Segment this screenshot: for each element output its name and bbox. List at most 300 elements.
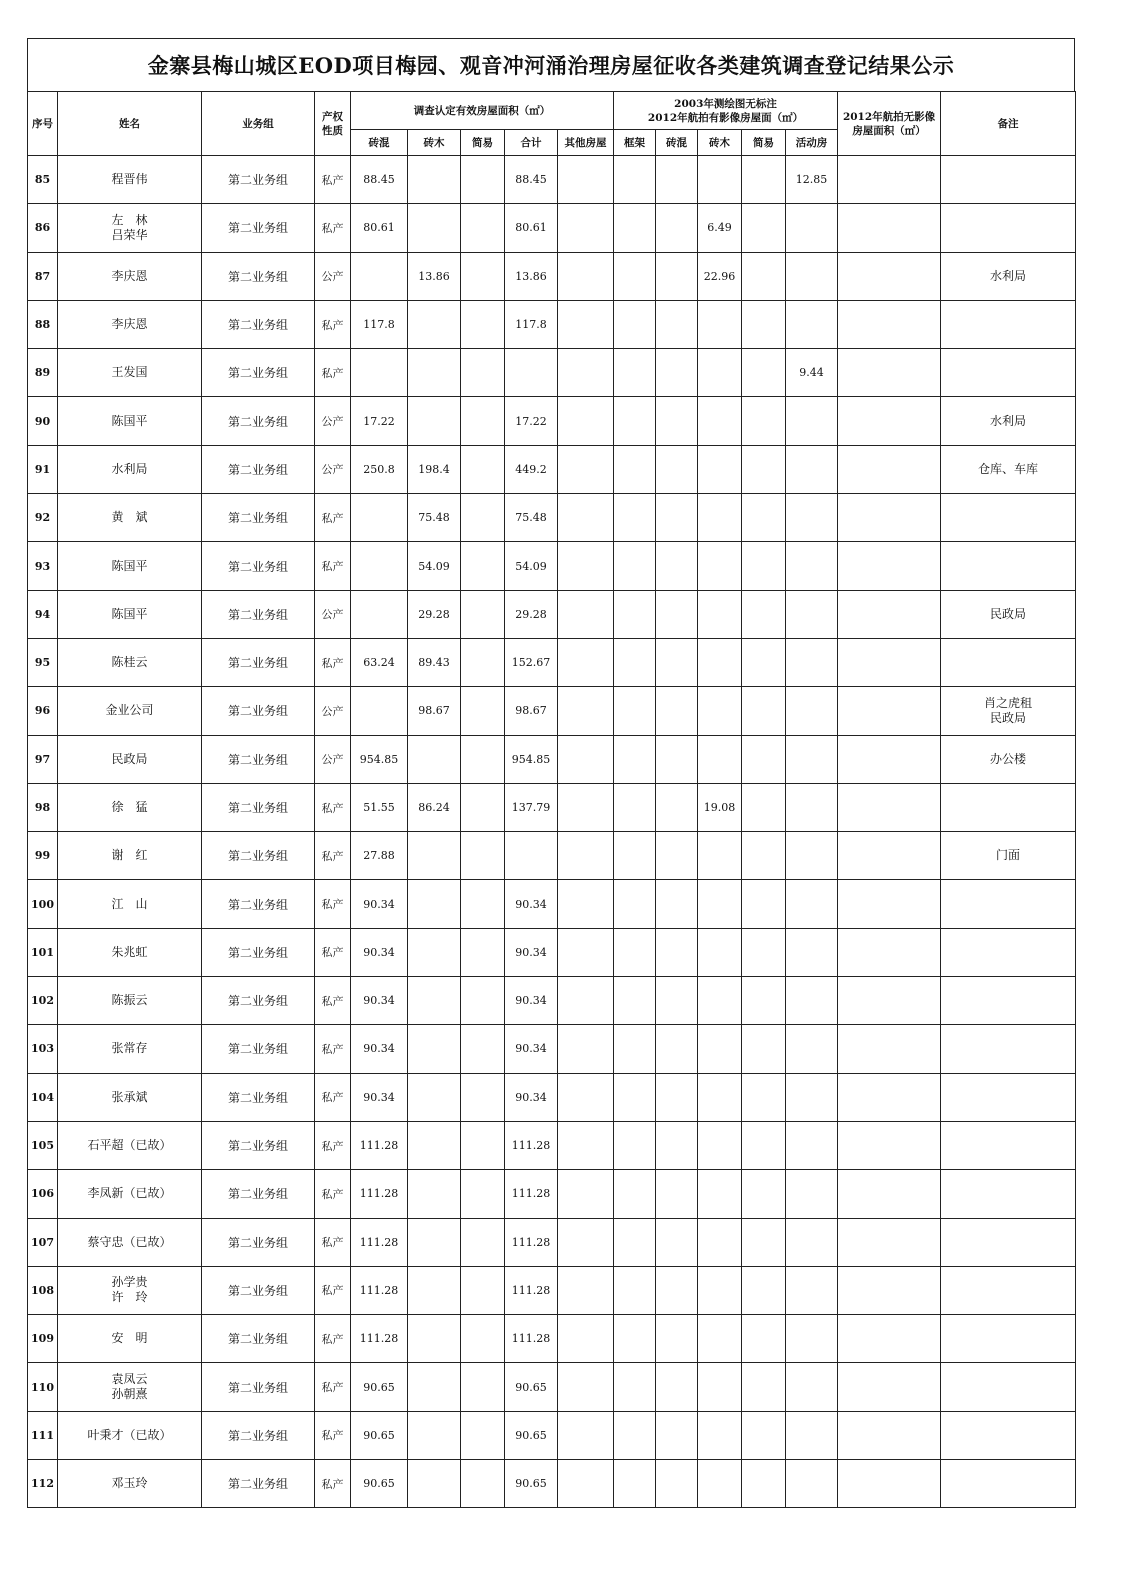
cell-survey-total: 111.28 bbox=[505, 1218, 558, 1266]
cell-survey-zh bbox=[351, 252, 408, 300]
cell-map-zh bbox=[656, 638, 698, 686]
cell-ownership: 公产 bbox=[315, 397, 351, 445]
cell-survey-zm bbox=[408, 1363, 461, 1411]
cell-name bbox=[58, 1073, 202, 1121]
cell-map-zh bbox=[656, 494, 698, 542]
cell-remark-line: 民政局 bbox=[990, 710, 1027, 725]
cell-map-zh bbox=[656, 928, 698, 976]
cell-survey-total: 111.28 bbox=[505, 1170, 558, 1218]
cell-group: 第二业务组 bbox=[202, 783, 315, 831]
cell-map-kj bbox=[614, 1460, 656, 1508]
table-header bbox=[28, 92, 1076, 156]
cell-survey-zh: 111.28 bbox=[351, 1218, 408, 1266]
cell-map-zh bbox=[656, 1411, 698, 1459]
cell-remark bbox=[941, 1218, 1076, 1266]
cell-name bbox=[58, 832, 202, 880]
header-survey-col: 合计 bbox=[505, 130, 558, 156]
cell-name-line: 程晋伟 bbox=[111, 172, 148, 187]
cell-map-hd bbox=[786, 1170, 838, 1218]
cell-survey-zh: 90.34 bbox=[351, 1073, 408, 1121]
cell-survey-zm bbox=[408, 1460, 461, 1508]
table-row bbox=[28, 1025, 1076, 1073]
cell-map-hd bbox=[786, 1218, 838, 1266]
cell-ownership: 私产 bbox=[315, 977, 351, 1025]
cell-no-image bbox=[838, 1460, 941, 1508]
cell-survey-total: 117.8 bbox=[505, 300, 558, 348]
cell-map-hd bbox=[786, 1363, 838, 1411]
cell-remark bbox=[941, 638, 1076, 686]
cell-map-zh bbox=[656, 300, 698, 348]
cell-survey-zm bbox=[408, 156, 461, 204]
table-row bbox=[28, 494, 1076, 542]
cell-map-zm bbox=[698, 542, 742, 590]
cell-survey-total: 17.22 bbox=[505, 397, 558, 445]
cell-ownership: 私产 bbox=[315, 542, 351, 590]
cell-remark bbox=[941, 928, 1076, 976]
cell-survey-zm bbox=[408, 300, 461, 348]
cell-name bbox=[58, 204, 202, 252]
cell-map-jy bbox=[742, 445, 786, 493]
table-row bbox=[28, 832, 1076, 880]
cell-no-image bbox=[838, 156, 941, 204]
cell-remark bbox=[941, 1460, 1076, 1508]
cell-map-zm: 6.49 bbox=[698, 204, 742, 252]
cell-survey-total: 13.86 bbox=[505, 252, 558, 300]
cell-no-image bbox=[838, 252, 941, 300]
page-title: 金寨县梅山城区EOD项目梅园、观音冲河涌治理房屋征收各类建筑调查登记结果公示 bbox=[147, 53, 955, 78]
cell-map-jy bbox=[742, 1460, 786, 1508]
cell-survey-jy bbox=[461, 1315, 505, 1363]
cell-group: 第二业务组 bbox=[202, 1266, 315, 1314]
cell-no-image bbox=[838, 1170, 941, 1218]
cell-map-kj bbox=[614, 1025, 656, 1073]
cell-survey-jy bbox=[461, 1170, 505, 1218]
cell-remark bbox=[941, 542, 1076, 590]
cell-survey-zm: 75.48 bbox=[408, 494, 461, 542]
cell-name bbox=[58, 1025, 202, 1073]
header-survey-col: 简易 bbox=[461, 130, 505, 156]
cell-group: 第二业务组 bbox=[202, 928, 315, 976]
cell-name bbox=[58, 156, 202, 204]
cell-survey-zm: 13.86 bbox=[408, 252, 461, 300]
cell-survey-zm: 86.24 bbox=[408, 783, 461, 831]
cell-survey-jy bbox=[461, 1218, 505, 1266]
cell-survey-jy bbox=[461, 1073, 505, 1121]
cell-name-line: 陈国平 bbox=[111, 558, 148, 573]
cell-map-zh bbox=[656, 156, 698, 204]
cell-group: 第二业务组 bbox=[202, 300, 315, 348]
cell-survey-other bbox=[558, 397, 614, 445]
cell-map-jy bbox=[742, 1218, 786, 1266]
cell-seq: 93 bbox=[28, 542, 58, 590]
table-row bbox=[28, 590, 1076, 638]
cell-name bbox=[58, 880, 202, 928]
cell-survey-other bbox=[558, 687, 614, 735]
cell-survey-jy bbox=[461, 494, 505, 542]
cell-map-kj bbox=[614, 880, 656, 928]
table-row bbox=[28, 1315, 1076, 1363]
cell-map-zm bbox=[698, 977, 742, 1025]
cell-map-hd bbox=[786, 542, 838, 590]
cell-group: 第二业务组 bbox=[202, 1121, 315, 1169]
cell-map-hd bbox=[786, 1025, 838, 1073]
cell-survey-zh: 90.34 bbox=[351, 977, 408, 1025]
cell-survey-zh bbox=[351, 494, 408, 542]
header-no-image bbox=[838, 92, 941, 156]
cell-seq: 98 bbox=[28, 783, 58, 831]
cell-survey-zh: 111.28 bbox=[351, 1266, 408, 1314]
cell-map-zm bbox=[698, 687, 742, 735]
cell-survey-jy bbox=[461, 445, 505, 493]
cell-group: 第二业务组 bbox=[202, 1073, 315, 1121]
cell-survey-total: 90.34 bbox=[505, 928, 558, 976]
header-map-group bbox=[614, 92, 838, 130]
cell-map-hd bbox=[786, 977, 838, 1025]
cell-ownership: 私产 bbox=[315, 1363, 351, 1411]
cell-no-image bbox=[838, 832, 941, 880]
cell-no-image bbox=[838, 1121, 941, 1169]
cell-seq: 108 bbox=[28, 1266, 58, 1314]
cell-seq: 85 bbox=[28, 156, 58, 204]
survey-table bbox=[27, 91, 1076, 1508]
cell-remark bbox=[941, 1363, 1076, 1411]
cell-seq: 90 bbox=[28, 397, 58, 445]
cell-map-kj bbox=[614, 1073, 656, 1121]
cell-map-zh bbox=[656, 1170, 698, 1218]
cell-survey-zh: 117.8 bbox=[351, 300, 408, 348]
cell-map-zm bbox=[698, 1266, 742, 1314]
cell-survey-jy bbox=[461, 638, 505, 686]
cell-name-line: 蔡守忠（已故） bbox=[87, 1234, 172, 1249]
cell-name-line: 邓玉玲 bbox=[111, 1476, 148, 1491]
cell-name-line: 李庆恩 bbox=[111, 268, 148, 283]
cell-map-hd bbox=[786, 300, 838, 348]
cell-map-jy bbox=[742, 494, 786, 542]
cell-survey-other bbox=[558, 300, 614, 348]
cell-no-image bbox=[838, 445, 941, 493]
cell-name-line: 金业公司 bbox=[105, 703, 154, 718]
cell-map-kj bbox=[614, 928, 656, 976]
cell-survey-zh: 88.45 bbox=[351, 156, 408, 204]
cell-name-line: 吕荣华 bbox=[111, 227, 148, 242]
cell-survey-other bbox=[558, 590, 614, 638]
cell-group: 第二业务组 bbox=[202, 590, 315, 638]
cell-no-image bbox=[838, 1363, 941, 1411]
cell-map-jy bbox=[742, 1073, 786, 1121]
cell-survey-jy bbox=[461, 397, 505, 445]
cell-name bbox=[58, 977, 202, 1025]
table-row bbox=[28, 300, 1076, 348]
cell-name-line: 张承斌 bbox=[111, 1089, 148, 1104]
cell-name bbox=[58, 1363, 202, 1411]
cell-map-jy bbox=[742, 397, 786, 445]
cell-map-hd bbox=[786, 252, 838, 300]
cell-survey-zh: 90.65 bbox=[351, 1411, 408, 1459]
cell-ownership: 私产 bbox=[315, 1025, 351, 1073]
header-map-col: 活动房 bbox=[786, 130, 838, 156]
cell-name-line: 陈桂云 bbox=[111, 655, 148, 670]
cell-name-line: 李凤新（已故） bbox=[87, 1186, 172, 1201]
cell-ownership: 私产 bbox=[315, 1218, 351, 1266]
cell-map-zm bbox=[698, 832, 742, 880]
cell-survey-total: 98.67 bbox=[505, 687, 558, 735]
cell-remark bbox=[941, 832, 1076, 880]
table-row bbox=[28, 156, 1076, 204]
cell-map-jy bbox=[742, 928, 786, 976]
header-seq: 序号 bbox=[28, 92, 58, 156]
cell-survey-other bbox=[558, 1363, 614, 1411]
cell-map-zh bbox=[656, 397, 698, 445]
cell-map-kj bbox=[614, 1218, 656, 1266]
cell-name-line: 水利局 bbox=[111, 461, 148, 476]
cell-survey-jy bbox=[461, 156, 505, 204]
cell-name-line: 叶秉才（已故） bbox=[87, 1427, 172, 1442]
cell-seq: 112 bbox=[28, 1460, 58, 1508]
cell-survey-jy bbox=[461, 687, 505, 735]
cell-group: 第二业务组 bbox=[202, 1025, 315, 1073]
cell-map-zm bbox=[698, 928, 742, 976]
cell-survey-zm bbox=[408, 1411, 461, 1459]
cell-map-zh bbox=[656, 832, 698, 880]
cell-name bbox=[58, 590, 202, 638]
cell-map-zh bbox=[656, 590, 698, 638]
cell-survey-jy bbox=[461, 1411, 505, 1459]
cell-group: 第二业务组 bbox=[202, 687, 315, 735]
cell-group: 第二业务组 bbox=[202, 735, 315, 783]
cell-survey-zh: 111.28 bbox=[351, 1315, 408, 1363]
cell-map-kj bbox=[614, 783, 656, 831]
cell-survey-total: 111.28 bbox=[505, 1315, 558, 1363]
cell-name-line: 孙朝熹 bbox=[111, 1387, 148, 1402]
cell-map-kj bbox=[614, 1315, 656, 1363]
cell-map-jy bbox=[742, 1411, 786, 1459]
cell-survey-total: 54.09 bbox=[505, 542, 558, 590]
table-row bbox=[28, 1218, 1076, 1266]
cell-name bbox=[58, 494, 202, 542]
cell-map-kj bbox=[614, 1411, 656, 1459]
cell-seq: 100 bbox=[28, 880, 58, 928]
cell-survey-zh: 250.8 bbox=[351, 445, 408, 493]
table-row bbox=[28, 687, 1076, 735]
cell-map-jy bbox=[742, 156, 786, 204]
cell-no-image bbox=[838, 494, 941, 542]
cell-map-zh bbox=[656, 1363, 698, 1411]
cell-survey-jy bbox=[461, 880, 505, 928]
cell-group: 第二业务组 bbox=[202, 1411, 315, 1459]
cell-group: 第二业务组 bbox=[202, 494, 315, 542]
cell-remark-line: 水利局 bbox=[990, 268, 1027, 283]
cell-map-jy bbox=[742, 735, 786, 783]
cell-remark bbox=[941, 590, 1076, 638]
cell-map-kj bbox=[614, 1170, 656, 1218]
cell-map-jy bbox=[742, 638, 786, 686]
cell-map-kj bbox=[614, 300, 656, 348]
cell-map-zh bbox=[656, 977, 698, 1025]
cell-map-zm bbox=[698, 735, 742, 783]
cell-survey-other bbox=[558, 783, 614, 831]
cell-survey-zm bbox=[408, 1073, 461, 1121]
table-row bbox=[28, 1170, 1076, 1218]
cell-remark-line: 民政局 bbox=[990, 606, 1027, 621]
table-row bbox=[28, 349, 1076, 397]
cell-group: 第二业务组 bbox=[202, 1460, 315, 1508]
table-row bbox=[28, 397, 1076, 445]
cell-survey-jy bbox=[461, 1266, 505, 1314]
cell-no-image bbox=[838, 204, 941, 252]
cell-survey-zm: 54.09 bbox=[408, 542, 461, 590]
cell-map-kj bbox=[614, 494, 656, 542]
cell-survey-total: 137.79 bbox=[505, 783, 558, 831]
table-row bbox=[28, 735, 1076, 783]
cell-name-line: 民政局 bbox=[111, 751, 148, 766]
cell-survey-other bbox=[558, 977, 614, 1025]
cell-survey-total: 88.45 bbox=[505, 156, 558, 204]
cell-group: 第二业务组 bbox=[202, 638, 315, 686]
cell-no-image bbox=[838, 735, 941, 783]
cell-map-jy bbox=[742, 542, 786, 590]
cell-seq: 106 bbox=[28, 1170, 58, 1218]
cell-survey-other bbox=[558, 494, 614, 542]
cell-ownership: 私产 bbox=[315, 156, 351, 204]
cell-remark bbox=[941, 1170, 1076, 1218]
cell-seq: 103 bbox=[28, 1025, 58, 1073]
cell-name bbox=[58, 1218, 202, 1266]
cell-survey-zm bbox=[408, 1266, 461, 1314]
cell-map-kj bbox=[614, 1266, 656, 1314]
cell-map-kj bbox=[614, 445, 656, 493]
cell-survey-zm: 89.43 bbox=[408, 638, 461, 686]
cell-map-zh bbox=[656, 783, 698, 831]
cell-survey-other bbox=[558, 349, 614, 397]
cell-survey-zm bbox=[408, 1315, 461, 1363]
cell-map-jy bbox=[742, 1121, 786, 1169]
cell-survey-other bbox=[558, 204, 614, 252]
cell-map-zh bbox=[656, 445, 698, 493]
cell-map-jy bbox=[742, 783, 786, 831]
cell-survey-total: 90.65 bbox=[505, 1460, 558, 1508]
cell-remark bbox=[941, 687, 1076, 735]
cell-map-zh bbox=[656, 542, 698, 590]
cell-seq: 86 bbox=[28, 204, 58, 252]
cell-name bbox=[58, 1266, 202, 1314]
cell-survey-zm: 98.67 bbox=[408, 687, 461, 735]
cell-name-line: 王发国 bbox=[111, 365, 148, 380]
cell-survey-jy bbox=[461, 1363, 505, 1411]
header-no-image-line: 房屋面积（㎡） bbox=[852, 124, 926, 137]
cell-map-zm bbox=[698, 590, 742, 638]
cell-survey-total bbox=[505, 832, 558, 880]
cell-name-line: 安 明 bbox=[111, 1331, 148, 1346]
cell-group: 第二业务组 bbox=[202, 977, 315, 1025]
cell-map-hd bbox=[786, 590, 838, 638]
cell-map-hd bbox=[786, 204, 838, 252]
cell-survey-zh bbox=[351, 542, 408, 590]
cell-name-line: 谢 红 bbox=[111, 848, 148, 863]
cell-ownership: 私产 bbox=[315, 638, 351, 686]
cell-survey-other bbox=[558, 1460, 614, 1508]
cell-map-zm bbox=[698, 1218, 742, 1266]
cell-seq: 92 bbox=[28, 494, 58, 542]
cell-survey-zh: 63.24 bbox=[351, 638, 408, 686]
cell-name bbox=[58, 687, 202, 735]
cell-map-zm bbox=[698, 300, 742, 348]
cell-survey-jy bbox=[461, 977, 505, 1025]
cell-survey-zh bbox=[351, 590, 408, 638]
title-box bbox=[27, 38, 1075, 91]
cell-ownership: 私产 bbox=[315, 1073, 351, 1121]
cell-name-line: 孙学贵 bbox=[111, 1275, 148, 1290]
cell-survey-zh: 111.28 bbox=[351, 1121, 408, 1169]
cell-group: 第二业务组 bbox=[202, 397, 315, 445]
cell-survey-other bbox=[558, 156, 614, 204]
cell-survey-other bbox=[558, 1266, 614, 1314]
cell-remark-line: 门面 bbox=[996, 848, 1021, 863]
cell-survey-jy bbox=[461, 1121, 505, 1169]
cell-name bbox=[58, 349, 202, 397]
cell-map-hd bbox=[786, 880, 838, 928]
cell-remark bbox=[941, 1025, 1076, 1073]
cell-map-zm bbox=[698, 1315, 742, 1363]
cell-name bbox=[58, 1411, 202, 1459]
cell-ownership: 私产 bbox=[315, 880, 351, 928]
cell-map-hd bbox=[786, 832, 838, 880]
table-row bbox=[28, 1363, 1076, 1411]
cell-seq: 107 bbox=[28, 1218, 58, 1266]
cell-name bbox=[58, 397, 202, 445]
table-row bbox=[28, 783, 1076, 831]
cell-map-zh bbox=[656, 1460, 698, 1508]
cell-name-line: 陈振云 bbox=[111, 993, 148, 1008]
cell-seq: 109 bbox=[28, 1315, 58, 1363]
cell-map-hd bbox=[786, 1315, 838, 1363]
cell-map-jy bbox=[742, 300, 786, 348]
cell-seq: 97 bbox=[28, 735, 58, 783]
cell-name-line: 袁凤云 bbox=[111, 1372, 148, 1387]
cell-seq: 91 bbox=[28, 445, 58, 493]
cell-map-zh bbox=[656, 349, 698, 397]
cell-group: 第二业务组 bbox=[202, 880, 315, 928]
cell-seq: 102 bbox=[28, 977, 58, 1025]
cell-survey-zh: 111.28 bbox=[351, 1170, 408, 1218]
cell-survey-zm bbox=[408, 1218, 461, 1266]
table-row bbox=[28, 638, 1076, 686]
cell-survey-zm bbox=[408, 832, 461, 880]
table-row bbox=[28, 1121, 1076, 1169]
cell-remark bbox=[941, 349, 1076, 397]
cell-map-hd bbox=[786, 1121, 838, 1169]
cell-group: 第二业务组 bbox=[202, 349, 315, 397]
cell-map-zh bbox=[656, 1315, 698, 1363]
header-survey-group: 调查认定有效房屋面积（㎡） bbox=[351, 92, 614, 130]
cell-map-hd bbox=[786, 494, 838, 542]
cell-map-jy bbox=[742, 252, 786, 300]
header-survey-col: 其他房屋 bbox=[558, 130, 614, 156]
cell-name-line: 徐 猛 bbox=[111, 800, 148, 814]
cell-survey-zh: 17.22 bbox=[351, 397, 408, 445]
cell-map-kj bbox=[614, 590, 656, 638]
table-row bbox=[28, 928, 1076, 976]
cell-seq: 87 bbox=[28, 252, 58, 300]
cell-ownership: 公产 bbox=[315, 687, 351, 735]
cell-survey-total: 449.2 bbox=[505, 445, 558, 493]
cell-name-line: 张常存 bbox=[111, 1041, 148, 1056]
header-survey-col: 砖混 bbox=[351, 130, 408, 156]
cell-survey-other bbox=[558, 1025, 614, 1073]
cell-no-image bbox=[838, 687, 941, 735]
cell-survey-zh: 80.61 bbox=[351, 204, 408, 252]
cell-ownership: 公产 bbox=[315, 445, 351, 493]
cell-map-kj bbox=[614, 542, 656, 590]
